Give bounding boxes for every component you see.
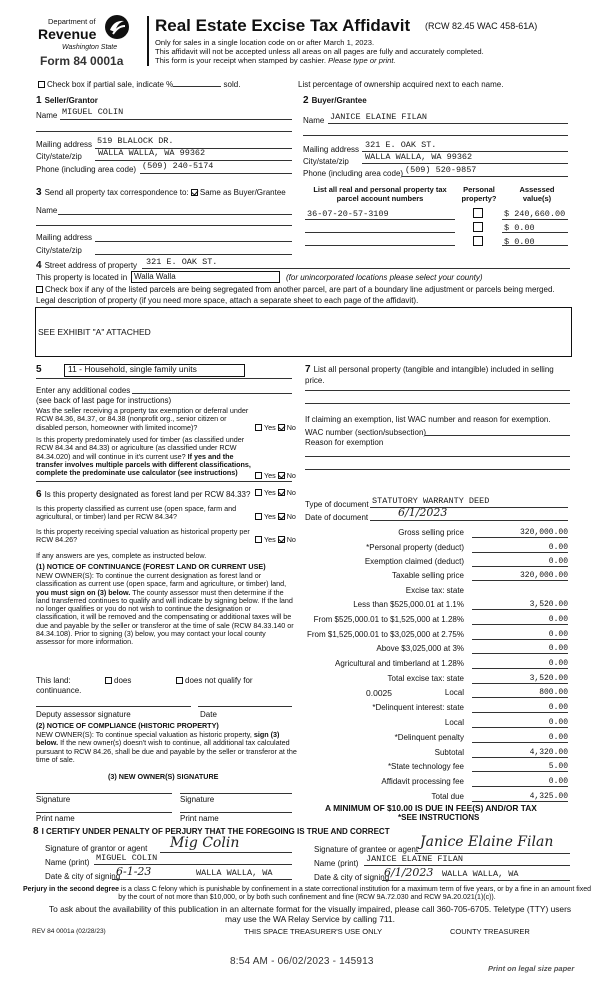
rev-number: REV 84 0001a (02/28/23)	[32, 928, 106, 935]
grantee-date-label: Date & city of signing	[314, 873, 390, 882]
seller-addr-label: Mailing address	[36, 140, 93, 149]
segregation-check: Check box if any of the listed parcels are being segregated from another parcel, are part of a boundary line adjustment or parcels being merged.	[36, 285, 555, 294]
s3-addr-label: Mailing address	[36, 233, 93, 242]
ownership-note: List percentage of ownership acquired next to each name.	[298, 80, 504, 89]
grantor-city[interactable]: WALLA WALLA, WA	[196, 868, 273, 878]
header-sub3: This form is your receipt when stamped by cashier. Please type or print.	[155, 56, 396, 65]
exemption-label: If claiming an exemption, list WAC number and reason for exemption.	[305, 415, 551, 424]
assessed-value-1[interactable]: $ 240,660.00	[504, 209, 566, 219]
use-code-select[interactable]: 11 - Household, single family units	[64, 364, 245, 377]
revenue-logo-icon	[104, 14, 130, 40]
tax-delinquent-state: *Delinquent interest: state 0.00	[372, 703, 568, 712]
tax-delinquent-local: Local 0.00	[444, 718, 568, 727]
notice2-title: (2) NOTICE OF COMPLIANCE (HISTORIC PROPERTY)	[36, 721, 219, 730]
this-land: This land:	[36, 676, 71, 685]
located-label: This property is located in	[36, 273, 128, 282]
personal-property-header: Personal property?	[461, 185, 497, 203]
grantee-city[interactable]: WALLA WALLA, WA	[442, 869, 519, 879]
same-as-buyer-checkbox[interactable]	[191, 189, 198, 196]
form-title: Real Estate Excise Tax Affidavit	[155, 16, 411, 35]
tax-local: Local 800.00	[444, 688, 568, 697]
legal-size-note: Print on legal size paper	[488, 965, 575, 973]
seller-city[interactable]: WALLA WALLA, WA 99362	[98, 148, 206, 158]
s3-name-label: Name	[36, 206, 58, 215]
property-street[interactable]: 321 E. OAK ST.	[146, 257, 218, 267]
buyer-city-label: City/state/zip	[303, 157, 349, 166]
does-option[interactable]: does	[105, 676, 131, 685]
seller-name[interactable]: MIGUEL COLIN	[62, 107, 124, 117]
located-note: (for unincorporated locations please select your county)	[286, 273, 483, 282]
n3-print-label-1: Print name	[36, 814, 75, 823]
buyer-name[interactable]: JANICE ELAINE FILAN	[330, 112, 427, 122]
buyer-name-label: Name	[303, 116, 325, 125]
county-treasurer: COUNTY TREASURER	[450, 927, 530, 936]
minimum-note: A MINIMUM OF $10.00 IS DUE IN FEE(S) AND/OR TAX	[325, 803, 537, 813]
tax-exemption: Exemption claimed (deduct) 0.00	[364, 557, 568, 566]
q-forest: 6 Is this property designated as forest land per RCW 84.33?	[36, 489, 251, 500]
seller-phone[interactable]: (509) 240-5174	[142, 161, 214, 171]
add-codes-label: Enter any additional codes	[36, 386, 131, 395]
header-divider	[147, 16, 149, 66]
grantee-name-label: Name (print)	[314, 859, 359, 868]
assessed-value-3[interactable]: $ 0.00	[504, 237, 535, 247]
doc-date-label: Date of document	[305, 513, 369, 522]
agency-logo-text: Revenue	[38, 26, 97, 42]
tax-total-due: Total due 4,325.00	[431, 792, 568, 801]
q-forest-yn: Yes No	[255, 489, 296, 497]
deputy-date-label: Date	[200, 710, 217, 719]
q-exemption-yn: Yes No	[255, 424, 296, 432]
parcel-number[interactable]: 36-07-20-57-3109	[307, 209, 389, 219]
q-historic-yn: Yes No	[255, 536, 296, 544]
header-sub1: Only for sales in a single location code on or after March 1, 2023.	[155, 38, 375, 47]
header-sub2: This affidavit will not be accepted unless all areas on all pages are fully and accurately completed.	[155, 47, 484, 56]
section4-street: 4 Street address of property	[36, 260, 138, 271]
partial-sale-checkbox[interactable]	[38, 81, 45, 88]
q-current-use: Is this property classified as current use (open space, farm and agricultural, or timber) land per RCW 84.34?	[36, 504, 237, 522]
tax-total-state: Total excise tax: state 3,520.00	[387, 674, 568, 683]
seller-name-label: Name	[36, 111, 58, 120]
tax-taxable: Taxable selling price 320,000.00	[391, 571, 568, 580]
parcel-personal-checkbox-2[interactable]	[473, 222, 485, 233]
q-timber-yn: Yes No	[255, 472, 296, 480]
doc-type-label: Type of document	[305, 500, 369, 509]
legal-description: SEE EXHIBIT "A" ATTACHED	[38, 327, 151, 337]
treasurer-use: THIS SPACE TREASURER'S USE ONLY	[244, 927, 383, 936]
cashier-stamp: 8:54 AM - 06/02/2023 - 145913	[230, 956, 374, 967]
form-citation: (RCW 82.45 WAC 458-61A)	[425, 21, 538, 31]
grantor-name-print[interactable]: MIGUEL COLIN	[96, 853, 158, 863]
tax-bracket-1: Less than $525,000.01 at 1.1% 3,520.00	[353, 600, 568, 609]
seller-phone-label: Phone (including area code)	[36, 165, 137, 174]
reason-label: Reason for exemption	[305, 438, 384, 447]
seller-address[interactable]: 519 BLALOCK DR.	[97, 136, 174, 146]
located-select[interactable]: Walla Walla	[131, 271, 280, 283]
buyer-addr-label: Mailing address	[303, 145, 360, 154]
any-yes: If any answers are yes, complete as instructed below.	[36, 551, 207, 560]
parcel-personal-checkbox-3[interactable]	[473, 236, 485, 247]
local-rate[interactable]: 0.0025	[366, 688, 392, 698]
n3-sig-label-2: Signature	[180, 795, 215, 804]
parcels-header: List all real and personal property tax parcel account numbers	[313, 185, 447, 203]
grantee-sig-label: Signature of grantee or agent	[314, 845, 419, 854]
q-exemption: Was the seller receiving a property tax exemption or deferral under RCW 84.36, 84.37, or 84.38 (nonprofit org., senior citizen or disabled person, homeowner with limited income)?	[36, 406, 249, 432]
tax-bracket-3: From $1,525,000.01 to $3,025,000 at 2.75% 0.00	[306, 630, 568, 639]
grantor-signature[interactable]: Mig Colin	[170, 835, 240, 851]
buyer-city[interactable]: WALLA WALLA, WA 99362	[365, 152, 473, 162]
tax-agricultural: Agricultural and timberland at 1.28% 0.00	[335, 659, 568, 668]
doc-date[interactable]: 6/1/2023	[398, 506, 448, 519]
notice3-title: (3) NEW OWNER(S) SIGNATURE	[108, 772, 219, 781]
seller-city-label: City/state/zip	[36, 152, 82, 161]
seller-heading: 1 Seller/Grantor	[36, 95, 98, 106]
n3-print-label-2: Print name	[180, 814, 219, 823]
dept-line: Department of	[48, 17, 96, 26]
doc-type[interactable]: STATUTORY WARRANTY DEED	[372, 496, 490, 506]
deputy-label: Deputy assessor signature	[36, 710, 131, 719]
wac-label: WAC number (section/subsection)	[305, 428, 427, 437]
partial-sale: Check box if partial sale, indicate % sold.	[38, 80, 240, 89]
q-current-use-yn: Yes No	[255, 513, 296, 521]
certify: 8 I CERTIFY UNDER PENALTY OF PERJURY THAT THE FOREGOING IS TRUE AND CORRECT	[33, 826, 390, 837]
form-number: Form 84 0001a	[40, 54, 124, 68]
buyer-phone-label: Phone (including area code)	[303, 169, 404, 178]
tax-delinquent-penalty: *Delinquent penalty 0.00	[394, 733, 568, 742]
tax-excise-header: Excise tax: state	[405, 586, 464, 595]
add-codes-note: (see back of last page for instructions)	[36, 396, 172, 405]
see-instructions: *SEE INSTRUCTIONS	[398, 813, 480, 822]
state-name: Washington State	[62, 44, 118, 51]
section3-heading: 3 Send all property tax correspondence to: Same as Buyer/Grantee	[36, 187, 286, 198]
assessed-value-2[interactable]: $ 0.00	[504, 223, 535, 233]
continuance: continuance.	[36, 686, 82, 695]
buyer-phone[interactable]: (509) 520-9857	[405, 165, 477, 175]
tax-subtotal: Subtotal 4,320.00	[434, 748, 568, 757]
q-timber: Is this property predominately used for timber (as classified under RCW 84.34 and 84.33) or agriculture (as classified under RCW 84.34.020) and will continue in it's current use? If yes and the transfer involves multiple parcels with different classifications, complete the predominate use calculator (see instructions)	[36, 435, 251, 478]
grantor-date[interactable]: 6-1-23	[116, 865, 152, 878]
assessed-value-header: Assessed value(s)	[519, 185, 555, 203]
alt-format: To ask about the availability of this publication in an alternate format for the visually impaired, please call 360-705-6705. Teletype (TTY) users may use the WA Relay Service by calling 711.	[48, 904, 572, 924]
tax-gross: Gross selling price 320,000.00	[398, 528, 568, 537]
segregation-checkbox[interactable]	[36, 286, 43, 293]
section7-text: 7 List all personal property (tangible and intangible) included in selling price.	[305, 364, 554, 385]
buyer-heading: 2 Buyer/Grantee	[303, 95, 367, 106]
notice2-text: NEW OWNER(S): To continue special valuation as historic property, sign (3) below. If the new owner(s) doesn't wish to continue, all additional tax calculated pursuant to RCW 84.26, shall be due and payable by the seller or transferor at the time of sale.	[36, 730, 297, 764]
tax-bracket-4: Above $3,025,000 at 3% 0.00	[376, 644, 568, 653]
grantee-name-print[interactable]: JANICE ELAINE FILAN	[366, 854, 463, 864]
legal-label: Legal description of property (if you need more space, attach a separate sheet to each page of the affidavit).	[36, 296, 419, 305]
grantor-name-label: Name (print)	[45, 858, 90, 867]
s3-city-label: City/state/zip	[36, 246, 82, 255]
notice1-text: NEW OWNER(S): To continue the current designation as forest land or classification as current use (open space, farm and agriculture, or timber) land, you must sign on (3) below. The county assessor must then determine if the land transferred continues to qualify and will indicate by signing below. If the land no longer qualifies or you do not wish to continue the designation or classification, it will be removed and the compensating or additional taxes will be due and payable by the seller or transferor at the time of sale (RCW 84.33.140 or 84.34.108). Prior to signing (3) below, you may contact your local county assessor for more information.	[36, 571, 294, 647]
tax-personal: *Personal property (deduct) 0.00	[366, 543, 568, 552]
tax-bracket-2: From $525,000.01 to $1,525,000 at 1.28% 0.00	[313, 615, 568, 624]
grantor-sig-label: Signature of grantor or agent	[45, 844, 148, 853]
notice1-title: (1) NOTICE OF CONTINUANCE (FOREST LAND OR CURRENT USE)	[36, 562, 266, 571]
buyer-address[interactable]: 321 E. OAK ST.	[365, 140, 437, 150]
n3-sig-label-1: Signature	[36, 795, 71, 804]
q-historic: Is this property receiving special valuation as historical property per RCW 84.26?	[36, 527, 250, 545]
tax-affidavit-fee: Affidavit processing fee 0.00	[381, 777, 568, 786]
section5-num: 5	[36, 364, 42, 375]
does-not-option[interactable]: does not qualify for	[176, 676, 253, 685]
tax-tech-fee: *State technology fee 5.00	[387, 762, 568, 771]
perjury-notice: Perjury in the second degree is a class C felony which is punishable by confinement in a state correctional institution for a maximum term of five years, or by a fine in an amount fixed by the court of not more than $10,000, or by both such confinement and fine (RCW 9A.72.030 and RCW 9A.20.021(1)(c)).	[22, 886, 592, 902]
grantor-date-label: Date & city of signing	[45, 872, 121, 881]
parcel-personal-checkbox-1[interactable]	[473, 208, 485, 219]
grantee-date[interactable]: 6/1/2023	[384, 866, 434, 879]
grantee-signature[interactable]: Janice Elaine Filan	[420, 834, 554, 850]
